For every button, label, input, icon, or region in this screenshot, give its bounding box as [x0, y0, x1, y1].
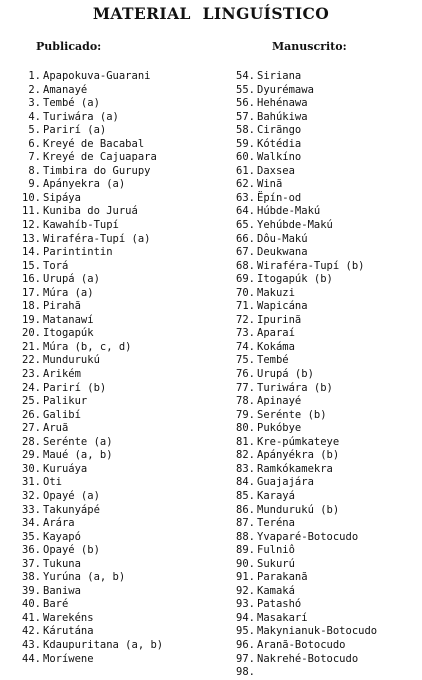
language-name: Cirãngo [257, 124, 302, 137]
published-entry [8, 639, 223, 653]
entry-number: 10. [22, 191, 41, 204]
published-entry [8, 653, 223, 667]
manuscript-list [225, 70, 420, 680]
entry-number: 90. [236, 557, 255, 570]
published-entry [8, 70, 223, 84]
manuscript-entry [225, 233, 420, 247]
language-name: Parakanã [257, 571, 308, 584]
language-name: Karayá [257, 489, 295, 502]
manuscript-entry [225, 138, 420, 152]
published-entry [8, 97, 223, 111]
published-entry [8, 111, 223, 125]
language-name: Yehúbde-Makú [257, 219, 333, 232]
manuscript-entry [225, 612, 420, 626]
entry-number: 25. [22, 395, 41, 408]
entry-number: 22. [22, 354, 41, 367]
language-name: Palikur [43, 395, 88, 408]
language-name: Kawahíb-Tupí [43, 219, 119, 232]
entry-number: 62. [236, 178, 255, 191]
manuscript-entry [225, 517, 420, 531]
entry-number: 9. [28, 178, 41, 191]
manuscript-entry [225, 260, 420, 274]
manuscript-entry [225, 219, 420, 233]
manuscript-entry [225, 97, 420, 111]
language-name: Serénte (b) [257, 408, 327, 421]
language-name: Aparaí [257, 327, 295, 340]
entry-number: 98. [236, 666, 255, 679]
language-name: Itogapúk (b) [257, 273, 333, 286]
manuscript-entry [225, 571, 420, 585]
entry-number: 69. [236, 273, 255, 286]
entry-number: 30. [22, 462, 41, 475]
manuscript-entry [225, 368, 420, 382]
entry-number: 89. [236, 544, 255, 557]
published-entry [8, 124, 223, 138]
entry-number: 28. [22, 435, 41, 448]
entry-number: 80. [236, 422, 255, 435]
published-entry [8, 84, 223, 98]
language-name: Siriana [257, 70, 302, 82]
entry-number: 5. [28, 124, 41, 137]
published-entry [8, 436, 223, 450]
entry-number: 95. [236, 625, 255, 638]
entry-number: 38. [22, 571, 41, 584]
language-name: Maué (a, b) [43, 449, 113, 462]
language-name: Wiraféra-Tupí (a) [43, 232, 151, 245]
language-name: Patashó [257, 598, 302, 611]
entry-number: 1. [28, 70, 41, 82]
language-name: Oti [43, 476, 62, 489]
language-name: Parirí (a) [43, 124, 107, 137]
language-name: Apapokuva-Guarani [43, 70, 151, 82]
published-entry [8, 490, 223, 504]
language-name: Walkíno [257, 151, 302, 164]
entry-number: 21. [22, 340, 41, 353]
entry-number: 63. [236, 191, 255, 204]
language-name: Fulniô [257, 544, 295, 557]
published-entry [8, 287, 223, 301]
entry-number: 82. [236, 449, 255, 462]
manuscript-entry [225, 639, 420, 653]
manuscript-entry [225, 273, 420, 287]
language-name: Teréna [257, 517, 295, 530]
entry-number: 23. [22, 368, 41, 381]
entry-number: 94. [236, 611, 255, 624]
language-name: Pukóbye [257, 422, 302, 435]
entry-number: 6. [28, 137, 41, 150]
language-name: Kárutána [43, 625, 94, 638]
language-name: Torá [43, 259, 69, 272]
entry-number: 35. [22, 530, 41, 543]
published-entry [8, 449, 223, 463]
language-name: Kreyé de Cajuapara [43, 151, 157, 164]
manuscript-entry [225, 436, 420, 450]
manuscript-entry [225, 422, 420, 436]
language-name: Tembé (a) [43, 97, 100, 110]
manuscript-entry [225, 111, 420, 125]
published-entry [8, 138, 223, 152]
entry-number: 83. [236, 462, 255, 475]
published-entry [8, 544, 223, 558]
entry-number: 75. [236, 354, 255, 367]
language-name: Opayé (b) [43, 544, 100, 557]
language-name: Kótédia [257, 137, 302, 150]
language-name: Kayapó [43, 530, 81, 543]
entry-number: 64. [236, 205, 255, 218]
manuscript-entry [225, 246, 420, 260]
manuscript-entry [225, 463, 420, 477]
entry-number: 13. [22, 232, 41, 245]
language-name: Hehénawa [257, 97, 308, 110]
entry-number: 31. [22, 476, 41, 489]
manuscript-entry [225, 70, 420, 84]
entry-number: 14. [22, 246, 41, 259]
published-entry [8, 354, 223, 368]
entry-number: 26. [22, 408, 41, 421]
entry-number: 20. [22, 327, 41, 340]
published-entry [8, 205, 223, 219]
manuscript-entry [225, 178, 420, 192]
published-entry [8, 395, 223, 409]
published-entry [8, 517, 223, 531]
language-name: Apányekra (a) [43, 178, 126, 191]
entry-number: 15. [22, 259, 41, 272]
manuscript-entry [225, 192, 420, 206]
published-entry [8, 409, 223, 423]
published-entry [8, 327, 223, 341]
language-name: Timbira do Gurupy [43, 164, 151, 177]
language-name: Moríwene [43, 652, 94, 665]
entry-number: 59. [236, 137, 255, 150]
language-name: Amanayé [43, 83, 88, 96]
published-entry [8, 233, 223, 247]
manuscript-entry [225, 327, 420, 341]
published-entry [8, 382, 223, 396]
language-name: Wapicána [257, 300, 308, 313]
language-name: Yurúna (a, b) [43, 571, 126, 584]
language-name: Húbde-Makú [257, 205, 321, 218]
published-entry [8, 612, 223, 626]
entry-number: 3. [28, 97, 41, 110]
language-name: Baniwa [43, 584, 81, 597]
language-name: Kre-púmkateye [257, 435, 340, 448]
entry-number: 78. [236, 395, 255, 408]
language-name: Warekéns [43, 611, 94, 624]
entry-number: 43. [22, 638, 41, 651]
published-entry [8, 314, 223, 328]
language-name: Kreyé de Bacabal [43, 137, 145, 150]
entry-number: 72. [236, 313, 255, 326]
entry-number: 16. [22, 273, 41, 286]
language-name: Urupá (b) [257, 368, 314, 381]
manuscript-entry [225, 449, 420, 463]
language-name: Aruã [43, 422, 69, 435]
language-name: Parintintin [43, 246, 113, 259]
entry-number: 39. [22, 584, 41, 597]
published-entry [8, 571, 223, 585]
entry-number: 36. [22, 544, 41, 557]
entry-number: 97. [236, 652, 255, 665]
manuscript-entry [225, 585, 420, 599]
manuscript-entry [225, 531, 420, 545]
manuscript-entry [225, 84, 420, 98]
published-entry [8, 368, 223, 382]
published-entry [8, 585, 223, 599]
published-heading: Publicado: [36, 40, 102, 53]
manuscript-entry [225, 300, 420, 314]
language-name: Masakarí [257, 611, 308, 624]
language-name: Serénte (a) [43, 435, 113, 448]
published-entry [8, 463, 223, 477]
language-name: Baré [43, 598, 69, 611]
language-name: Guajajára [257, 476, 314, 489]
manuscript-heading: Manuscrito: [272, 40, 347, 53]
language-name: Apányékra (b) [257, 449, 340, 462]
entry-number: 7. [28, 151, 41, 164]
language-name: Makynianuk-Botocudo [257, 625, 378, 638]
entry-number: 85. [236, 489, 255, 502]
language-name: Bahúkiwa [257, 110, 308, 123]
language-name: Turiwára (a) [43, 110, 119, 123]
published-entry [8, 178, 223, 192]
manuscript-entry [225, 409, 420, 423]
entry-number: 56. [236, 97, 255, 110]
published-entry [8, 422, 223, 436]
manuscript-entry [225, 476, 420, 490]
manuscript-entry [225, 504, 420, 518]
language-name: Mundurukú [43, 354, 100, 367]
entry-number: 92. [236, 584, 255, 597]
language-name: Dôu-Makú [257, 232, 308, 245]
language-name: Parirí (b) [43, 381, 107, 394]
manuscript-entry [225, 287, 420, 301]
manuscript-entry [225, 124, 420, 138]
language-name: Ramkókamekra [257, 462, 333, 475]
entry-number: 87. [236, 517, 255, 530]
manuscript-entry [225, 625, 420, 639]
entry-number: 41. [22, 611, 41, 624]
published-entry [8, 300, 223, 314]
entry-number: 8. [28, 164, 41, 177]
entry-number: 33. [22, 503, 41, 516]
published-entry [8, 165, 223, 179]
entry-number: 73. [236, 327, 255, 340]
entry-number: 4. [28, 110, 41, 123]
published-entry [8, 558, 223, 572]
language-name: Arikém [43, 368, 81, 381]
manuscript-entry [225, 666, 420, 680]
manuscript-entry [225, 165, 420, 179]
entry-number: 19. [22, 313, 41, 326]
language-name: Galibí [43, 408, 81, 421]
entry-number: 77. [236, 381, 255, 394]
entry-number: 34. [22, 517, 41, 530]
language-name: Kamaká [257, 584, 295, 597]
entry-number: 54. [236, 70, 255, 82]
entry-number: 61. [236, 164, 255, 177]
entry-number: 55. [236, 83, 255, 96]
entry-number: 11. [22, 205, 41, 218]
entry-number: 12. [22, 219, 41, 232]
language-name: Dyurémawa [257, 83, 314, 96]
published-entry [8, 273, 223, 287]
manuscript-entry [225, 598, 420, 612]
language-name: Tembé [257, 354, 289, 367]
language-name: Múra (b, c, d) [43, 340, 132, 353]
manuscript-entry [225, 341, 420, 355]
entry-number: 24. [22, 381, 41, 394]
language-name: Ëpín-od [257, 191, 302, 204]
language-name: Kuniba do Juruá [43, 205, 138, 218]
entry-number: 88. [236, 530, 255, 543]
published-entry [8, 625, 223, 639]
language-name: Aranã-Botocudo [257, 638, 346, 651]
entry-number: 68. [236, 259, 255, 272]
entry-number: 71. [236, 300, 255, 313]
language-name: Tukuna [43, 557, 81, 570]
language-name: Pirahã [43, 300, 81, 313]
manuscript-entry [225, 151, 420, 165]
entry-number: 29. [22, 449, 41, 462]
published-entry [8, 192, 223, 206]
entry-number: 65. [236, 219, 255, 232]
entry-number: 42. [22, 625, 41, 638]
entry-number: 86. [236, 503, 255, 516]
language-name: Takunyápé [43, 503, 100, 516]
published-entry [8, 504, 223, 518]
published-entry [8, 151, 223, 165]
published-entry [8, 219, 223, 233]
entry-number: 58. [236, 124, 255, 137]
published-entry [8, 476, 223, 490]
published-entry [8, 341, 223, 355]
manuscript-entry [225, 490, 420, 504]
language-name: Sipáya [43, 191, 81, 204]
manuscript-entry [225, 653, 420, 667]
entry-number: 17. [22, 286, 41, 299]
entry-number: 66. [236, 232, 255, 245]
entry-number: 67. [236, 246, 255, 259]
language-name: Matanawí [43, 313, 94, 326]
entry-number: 96. [236, 638, 255, 651]
language-name: Turiwára (b) [257, 381, 333, 394]
language-name: Opayé (a) [43, 489, 100, 502]
entry-number: 27. [22, 422, 41, 435]
language-name: Kdaupuritana (a, b) [43, 638, 164, 651]
language-name: Deukwana [257, 246, 308, 259]
page-title: MATERIAL LINGUÍSTICO [92, 4, 330, 23]
entry-number: 79. [236, 408, 255, 421]
entry-number: 76. [236, 368, 255, 381]
published-entry [8, 246, 223, 260]
language-name: Winã [257, 178, 283, 191]
entry-number: 2. [28, 83, 41, 96]
language-name: Kokáma [257, 340, 295, 353]
entry-number: 37. [22, 557, 41, 570]
entry-number: 18. [22, 300, 41, 313]
manuscript-entry [225, 354, 420, 368]
language-name: Urupá (a) [43, 273, 100, 286]
manuscript-entry [225, 395, 420, 409]
language-name: Múra (a) [43, 286, 94, 299]
manuscript-entry [225, 544, 420, 558]
language-name: Arára [43, 517, 75, 530]
entry-number: 84. [236, 476, 255, 489]
entry-number: 70. [236, 286, 255, 299]
published-list [8, 70, 223, 666]
entry-number: 57. [236, 110, 255, 123]
manuscript-entry [225, 314, 420, 328]
published-entry [8, 598, 223, 612]
published-entry [8, 531, 223, 545]
language-name: Ipurinã [257, 313, 302, 326]
published-entry [8, 260, 223, 274]
language-name: Mundurukú (b) [257, 503, 340, 516]
language-name: Daxsea [257, 164, 295, 177]
entry-number: 32. [22, 489, 41, 502]
language-name: Apinayé [257, 395, 302, 408]
language-name: Makuzi [257, 286, 295, 299]
language-name: Itogapúk [43, 327, 94, 340]
entry-number: 81. [236, 435, 255, 448]
manuscript-entry [225, 205, 420, 219]
entry-number: 74. [236, 340, 255, 353]
language-name: Wiraféra-Tupí (b) [257, 259, 365, 272]
entry-number: 40. [22, 598, 41, 611]
entry-number: 93. [236, 598, 255, 611]
language-name: Sukurú [257, 557, 295, 570]
manuscript-entry [225, 382, 420, 396]
language-name: Yvaparé-Botocudo [257, 530, 359, 543]
manuscript-entry [225, 558, 420, 572]
entry-number: 91. [236, 571, 255, 584]
language-name: Kuruáya [43, 462, 88, 475]
entry-number: 60. [236, 151, 255, 164]
entry-number: 44. [22, 652, 41, 665]
language-name: Nakrehé-Botocudo [257, 652, 359, 665]
